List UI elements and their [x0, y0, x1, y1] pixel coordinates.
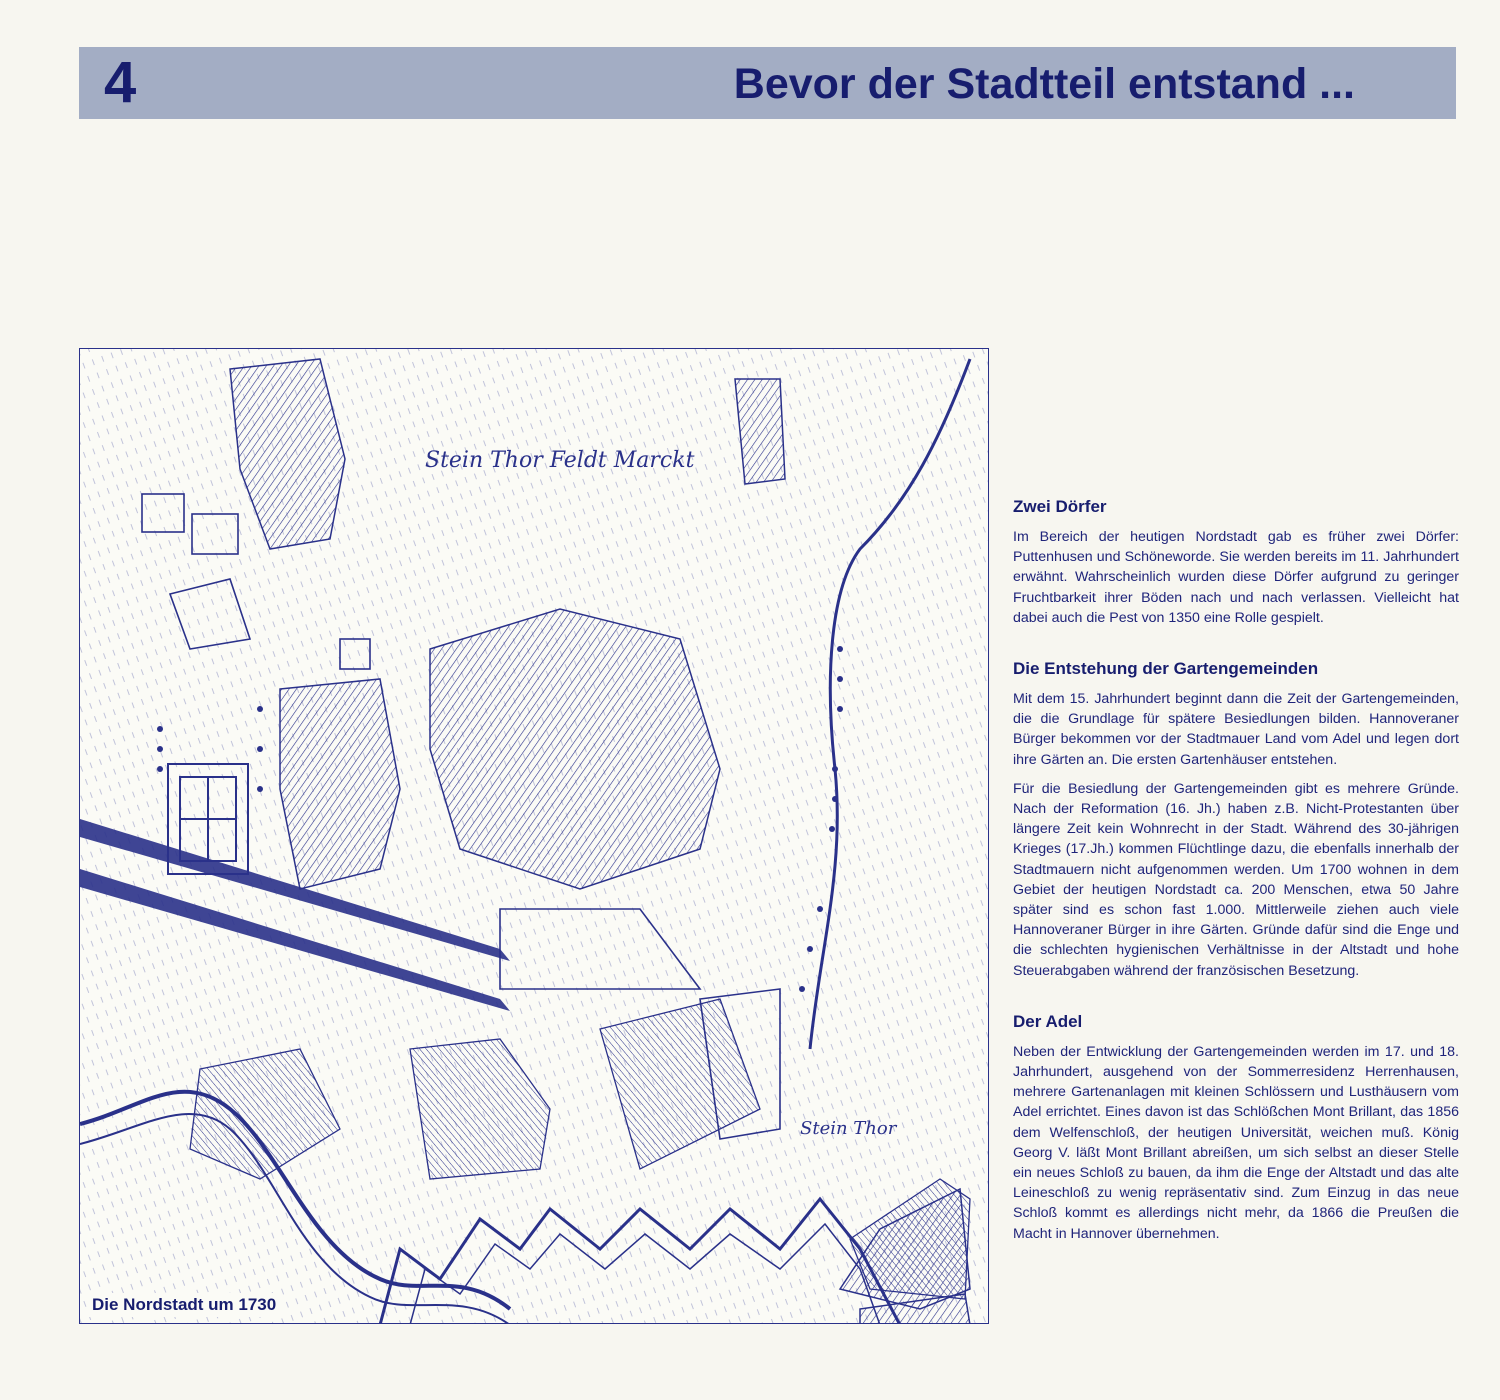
historic-map — [79, 348, 989, 1324]
map-caption: Die Nordstadt um 1730 — [88, 1293, 280, 1317]
section-heading: Die Entstehung der Gartengemeinden — [1013, 659, 1319, 679]
section-paragraph: Neben der Entwicklung der Gartengemeinden werden im 17. und 18. Jahrhundert, ausgehend von der Sommerresidenz Herrenhausen, mehrere Gartenanlagen mit kleinen Schlössern und Lusthäusern vom Adel errichtet. Eines davon ist das Schlößchen Mont Brillant, das 1856 dem Welfenschloß, der heutigen Universität, weichen muß. König Georg V. läßt Mont Brillant abreißen, um sich selbst an dieser Stelle ein neues Schloß zu bauen, da ihm die Enge der Altstadt und das alte Leineschloß zu wenig repräsentativ sind. Zum Einzug in das neue Schloß kommt es allerdings nicht mehr, da 1866 die Preußen die Macht in Hannover übernehmen. — [1013, 1043, 1459, 1242]
map-label-feldmark: Stein Thor Feldt Marckt — [425, 448, 695, 473]
map-illustration — [80, 349, 989, 1324]
section-paragraph: Im Bereich der heutigen Nordstadt gab es früher zwei Dörfer: Puttenhusen und Schöneworde. Sie werden bereits im 11. Jahrhundert erwähnt. Wahrscheinlich wurden diese Dörfer aufgrund zu geringer Fruchtbarkeit ihrer Böden nach und nach verlassen. Vielleicht hat dabei auch die Pest von 1350 eine Rolle gespielt. — [1013, 529, 1459, 626]
page-title: Bevor der Stadtteil entstand ... — [733, 60, 1355, 108]
section-zwei-doerfer — [1013, 496, 1459, 628]
section-adel — [1013, 1011, 1459, 1244]
text-column — [1013, 496, 1459, 1274]
chapter-number: 4 — [104, 50, 138, 115]
section-heading: Der Adel — [1013, 1011, 1083, 1031]
section-gartengemeinden — [1013, 658, 1459, 981]
section-paragraph: Mit dem 15. Jahrhundert beginnt dann die Zeit der Gartengemeinden, die die Grundlage für spätere Besiedlungen bilden. Hannoveraner Bürger bekommen vor der Stadtmauer Land vom Adel und legen dort ihre Gärten an. Die ersten Gartenhäuser entstehen. — [1013, 691, 1459, 768]
section-paragraph: Für die Besiedlung der Gartengemeinden gibt es mehrere Gründe. Nach der Reformation (16. Jh.) haben z.B. Nicht-Protestanten über längere Zeit kein Wohnrecht in der Stadt. Während des 30-jährigen Krieges (17.Jh.) kommen Flüchtlinge dazu, die ebenfalls innerhalb der Stadtmauern nicht aufgenommen werden. Um 1700 wohnen in dem Gebiet der heutigen Nordstadt ca. 200 Menschen, etwa 50 Jahre später sind es schon fast 1.000. Mittlerweile ziehen auch viele Hannoveraner Bürger in ihre Gärten. Gründe dafür sind die Enge und die schlechten hygienischen Verhältnisse in der Altstadt und hohe Steuerabgaben während der französischen Besetzung. — [1013, 780, 1459, 979]
map-label-steintor: Stein Thor — [800, 1118, 897, 1139]
section-heading: Zwei Dörfer — [1013, 497, 1107, 516]
